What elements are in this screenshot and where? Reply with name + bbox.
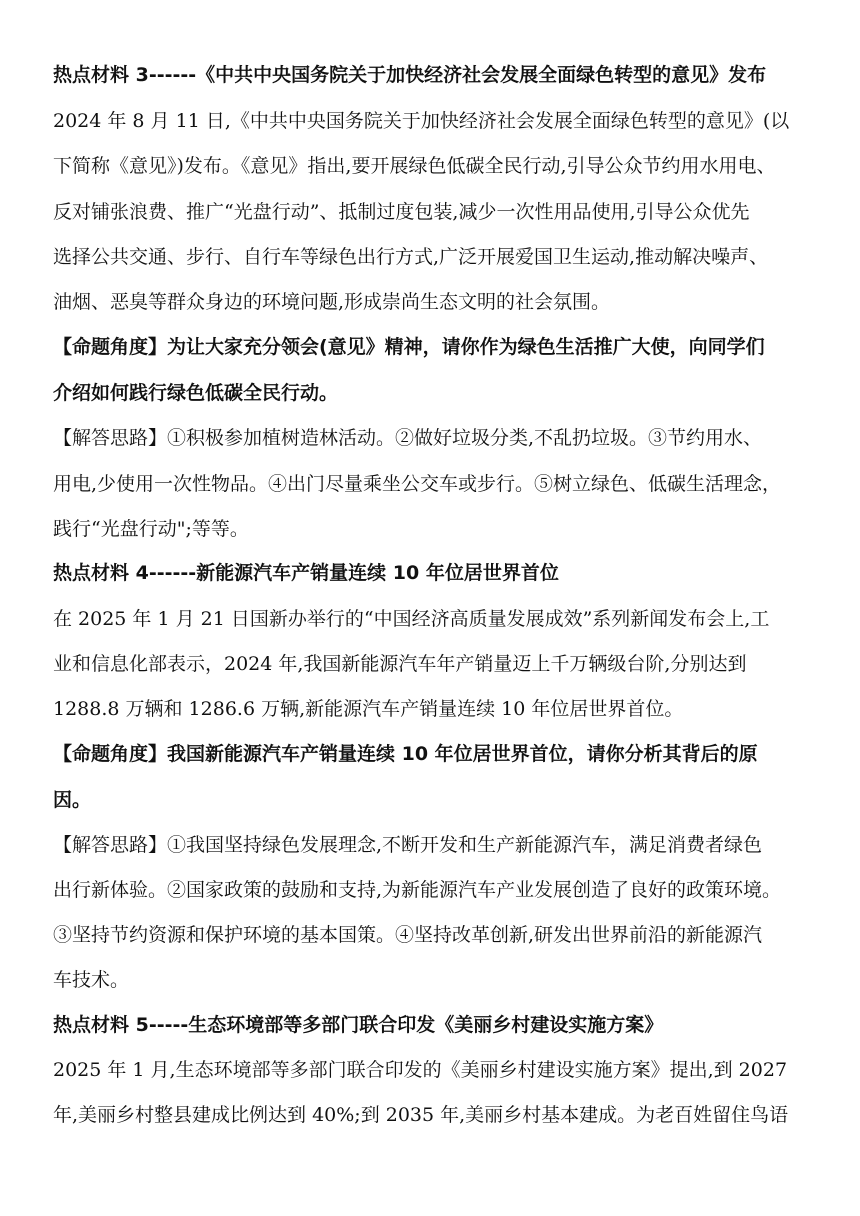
paragraph-line: 业和信息化部表示，2024 年,我国新能源汽车年产销量迈上千万辆级台阶,分别达到 bbox=[53, 653, 747, 675]
answer-line: 出行新体验。②国家政策的鼓励和支持,为新能源汽车产业发展创造了良好的政策环境。 bbox=[53, 879, 782, 901]
answer-line: 【解答思路】①积极参加植树造林活动。②做好垃圾分类,不乱扔垃圾。③节约用水、 bbox=[53, 427, 763, 449]
answer-line: 践行“光盘行动";等等。 bbox=[53, 518, 249, 540]
question-line: 因。 bbox=[53, 789, 92, 811]
paragraph-line: 反对铺张浪费、推广“光盘行动”、抵制过度包装,减少一次性用品使用,引导公众优先 bbox=[53, 201, 750, 223]
question-line: 【命题角度】我国新能源汽车产销量连续 10 年位居世界首位，请你分析其背后的原 bbox=[53, 743, 758, 765]
answer-line: 用电,少使用一次性物品。④出门尽量乘坐公交车或步行。⑤树立绿色、低碳生活理念， bbox=[53, 473, 782, 495]
paragraph-line: 2024 年 8 月 11 日,《中共中央国务院关于加快经济社会发展全面绿色转型的意见》(以 bbox=[53, 110, 790, 132]
question-line: 【命题角度】为让大家充分领会(意见》精神，请你作为绿色生活推广大使，向同学们 bbox=[53, 336, 765, 358]
answer-line: ③坚持节约资源和保护环境的基本国策。④坚持改革创新,研发出世界前沿的新能源汽 bbox=[53, 924, 763, 946]
paragraph-line: 在 2025 年 1 月 21 日国新办举行的“中国经济高质量发展成效”系列新闻发布会上,工 bbox=[53, 608, 770, 630]
paragraph-line: 1288.8 万辆和 1286.6 万辆,新能源汽车产销量连续 10 年位居世界首位。 bbox=[53, 698, 684, 720]
paragraph-line: 下简称《意见》)发布。《意见》指出,要开展绿色低碳全民行动,引导公众节约用水用电、 bbox=[53, 155, 776, 177]
question-line: 介绍如何践行绿色低碳全民行动。 bbox=[53, 382, 339, 404]
answer-line: 【解答思路】①我国坚持绿色发展理念,不断开发和生产新能源汽车，满足消费者绿色 bbox=[53, 834, 763, 856]
paragraph-line: 选择公共交通、步行、自行车等绿色出行方式,广泛开展爱国卫生运动,推动解决噪声、 bbox=[53, 246, 769, 268]
paragraph-line: 2025 年 1 月,生态环境部等多部门联合印发的《美丽乡村建设实施方案》提出,到 2027 bbox=[53, 1059, 788, 1081]
section-heading: 热点材料 5-----生态环境部等多部门联合印发《美丽乡村建设实施方案》 bbox=[53, 1014, 664, 1036]
section-heading: 热点材料 4------新能源汽车产销量连续 10 年位居世界首位 bbox=[53, 562, 559, 584]
answer-line: 车技术。 bbox=[53, 969, 130, 991]
section-heading: 热点材料 3------《中共中央国务院关于加快经济社会发展全面绿色转型的意见》发布 bbox=[53, 64, 767, 86]
paragraph-line: 年,美丽乡村整县建成比例达到 40%;到 2035 年,美丽乡村基本建成。为老百姓留住鸟语 bbox=[53, 1104, 789, 1126]
paragraph-line: 油烟、恶臭等群众身边的环境问题,形成崇尚生态文明的社会氛围。 bbox=[53, 291, 611, 313]
